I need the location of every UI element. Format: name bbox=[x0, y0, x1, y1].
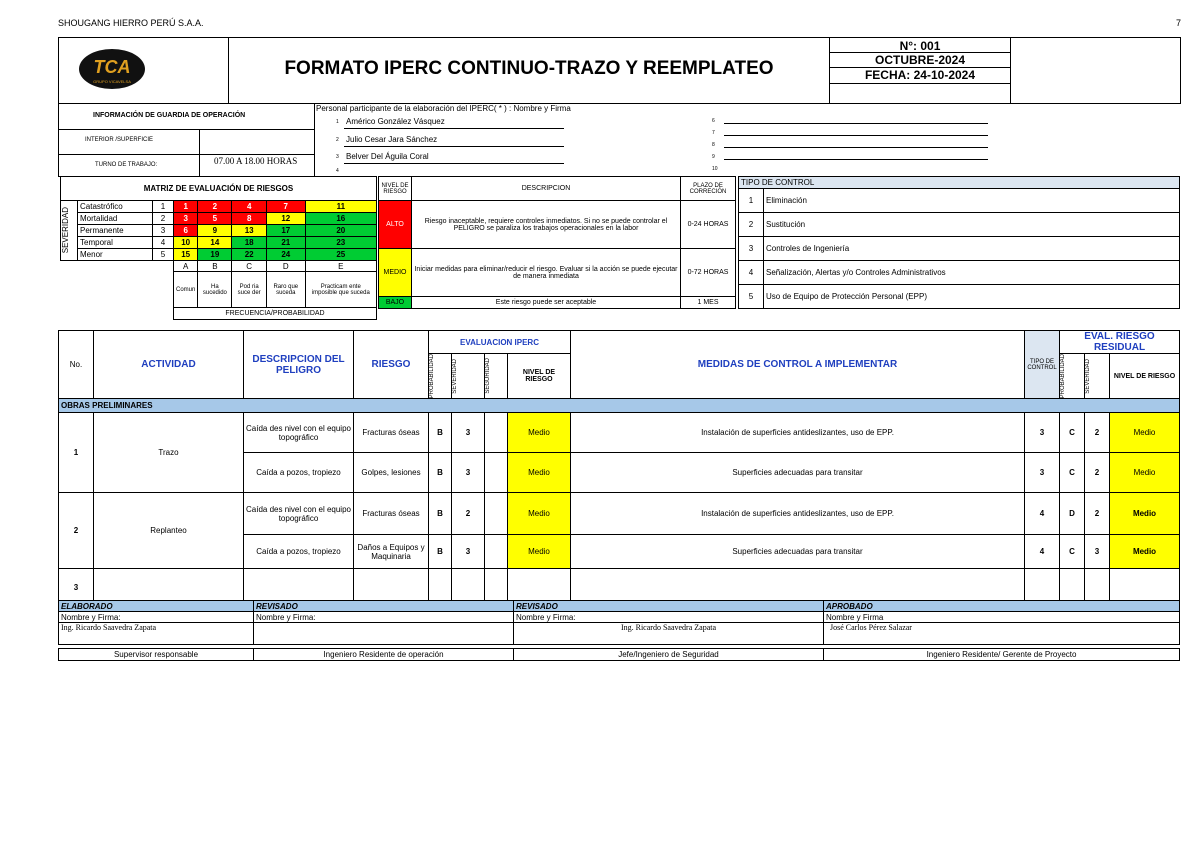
turno-value[interactable]: 07.00 A 18.00 HORAS bbox=[214, 156, 298, 166]
matrix-cell: 14 bbox=[198, 237, 232, 249]
matrix-cell: 18 bbox=[232, 237, 267, 249]
matrix-cell: 1 bbox=[174, 201, 198, 213]
freq-label: FRECUENCIA/PROBABILIDAD bbox=[174, 308, 377, 320]
matrix-cell: 6 bbox=[174, 225, 198, 237]
matrix-cell: 4 bbox=[232, 201, 267, 213]
matrix-cell: 17 bbox=[266, 225, 305, 237]
risk-matrix: MATRIZ DE EVALUACIÓN DE RIESGOS SEVERIDAD Catastrófico 1 1 2 4 7 11 Mortalidad 2 3 5 8 12 16 Permanente 3 6 9 13 17 20 Temporal 4 10 14 18 21 23 Menor 5 15 19 22 24 25 A B C D E Comun Ha sucedido Pod ria suce der Raro que suceda Practicam ente imposible que suceda FRECUENCIA/PROBABILIDAD bbox=[60, 176, 377, 320]
matrix-cell: 10 bbox=[174, 237, 198, 249]
page-number: 7 bbox=[1176, 18, 1182, 28]
matrix-cell: 21 bbox=[266, 237, 305, 249]
section-obras-preliminares: OBRAS PRELIMINARES bbox=[59, 399, 1180, 413]
title-block bbox=[58, 37, 1181, 104]
guard-info bbox=[58, 103, 315, 177]
page-title: FORMATO IPERC CONTINUO-TRAZO Y REEMPLATEO bbox=[284, 58, 774, 79]
signature-revisado-1[interactable] bbox=[254, 623, 514, 645]
guard-info-label: INFORMACIÓN DE GUARDIA DE OPERACIÓN bbox=[93, 112, 246, 119]
matrix-cell: 15 bbox=[174, 249, 198, 261]
signature-elaborado[interactable]: Ing. Ricardo Saavedra Zapata bbox=[59, 623, 254, 645]
participants-title: Personal participante de la elaboración del IPERC( * ) : Nombre y Firma bbox=[316, 104, 571, 113]
table-row: Caída a pozos, tropiezo Golpes, lesiones B 3 Medio Superficies adecuadas para transitar 3 C 2 Medio bbox=[59, 453, 1180, 493]
doc-number: N°: 001 bbox=[899, 39, 941, 53]
control-types: TIPO DE CONTROL 1 Eliminación 2 Sustitución 3 Controles de Ingeniería 4 Señalización, Alertas y/o Controles Administrativos 5 Uso de Equipo de Protección Personal (EPP) bbox=[738, 176, 1180, 309]
table-row: Caída a pozos, tropiezo Daños a Equipos y Maquinaria B 3 Medio Superficies adecuadas para transitar 4 C 3 Medio bbox=[59, 535, 1180, 569]
interior-label: INTERIOR /SUPERFICIE bbox=[85, 137, 154, 143]
level-medio: MEDIO bbox=[379, 249, 412, 297]
participants-right: 6 7 8 9 10 bbox=[712, 118, 992, 176]
matrix-cell: 13 bbox=[232, 225, 267, 237]
matrix-cell: 8 bbox=[232, 213, 267, 225]
level-alto: ALTO bbox=[379, 201, 412, 249]
iperc-table: No. ACTIVIDAD DESCRIPCION DEL PELIGRO RIESGO EVALUACION IPERC MEDIDAS DE CONTROL A IMPLEMENTAR TIPO DE CONTROL EVAL. RIESGO RESIDUAL PROBABILIDAD SEVERIDAD SEGURIDAD NIVEL DE RIESGO PROBABILIDAD SEVERIDAD NIVEL DE RIESGO OBRAS PRELIMINARES 1 Trazo Caída des nivel con el equipo topográfico Fracturas óseas B 3 Medio Instalación de superficies antideslizantes, uso de EPP. 3 C 2 Medio Caída a pozos, tropiezo Golpes, lesiones B 3 Medio Superficies adecuadas para transitar 3 C 2 Medio 2 Replanteo Caída des nivel con el equipo topográfico Fracturas óseas B 2 Medio Instalación de superficies antideslizantes, uso de EPP. 4 D 2 Medio Caída a pozos, tropiezo Daños a Equipos y Maquinaria B 3 Medio Superficies adecuadas para transitar 4 C 3 Medio 3 bbox=[58, 330, 1180, 607]
severity-label: SEVERIDAD bbox=[61, 201, 78, 261]
matrix-cell: 12 bbox=[266, 213, 305, 225]
matrix-cell: 11 bbox=[305, 201, 376, 213]
matrix-cell: 20 bbox=[305, 225, 376, 237]
matrix-cell: 22 bbox=[232, 249, 267, 261]
matrix-cell: 7 bbox=[266, 201, 305, 213]
matrix-cell: 5 bbox=[198, 213, 232, 225]
logo-cell bbox=[59, 38, 229, 103]
signature-revisado-2[interactable]: Ing. Ricardo Saavedra Zapata bbox=[514, 623, 824, 645]
participant-name[interactable]: Américo González Vásquez bbox=[346, 117, 445, 126]
doc-date: FECHA: 24-10-2024 bbox=[830, 68, 1010, 84]
signatures: ELABORADO REVISADO REVISADO APROBADO Nombre y Firma: Nombre y Firma: Nombre y Firma: Nombre y Firma Ing. Ricardo Saavedra Zapata Ing. Ricardo Saavedra Zapata José Carlos Pérez Salazar Supervisor responsable Ingeniero Residente de operación Jefe/Ingeniero de Seguridad Ingeniero Residente/ Gerente de Proyecto bbox=[58, 600, 1180, 661]
matrix-title: MATRIZ DE EVALUACIÓN DE RIESGOS bbox=[61, 177, 377, 201]
company-logo: TCA GRUPO VICAVELSA bbox=[79, 49, 145, 89]
matrix-cell: 16 bbox=[305, 213, 376, 225]
doc-month: OCTUBRE-2024 bbox=[830, 52, 1010, 68]
participants-list: 1 Américo González Vásquez 2 Julio Cesar Jara Sánchez 3 Belver Del Águila Coral 4 bbox=[336, 119, 566, 177]
level-bajo: BAJO bbox=[379, 297, 412, 309]
table-row: 1 Trazo Caída des nivel con el equipo topográfico Fracturas óseas B 3 Medio Instalación de superficies antideslizantes, uso de EPP. 3 C 2 Medio bbox=[59, 413, 1180, 453]
turno-label: TURNO DE TRABAJO: bbox=[95, 162, 158, 168]
participant-name[interactable]: Julio Cesar Jara Sánchez bbox=[346, 135, 438, 144]
table-row: 2 Replanteo Caída des nivel con el equipo topográfico Fracturas óseas B 2 Medio Instalación de superficies antideslizantes, uso de EPP. 4 D 2 Medio bbox=[59, 493, 1180, 535]
risk-levels: NIVEL DE RIESGO DESCRIPCION PLAZO DE CORRECIÓN ALTO Riesgo inaceptable, requiere controles inmediatos. Si no se puede controlar el PELIGRO se paraliza los trabajos operacionales en la labor 0-24 HORAS MEDIO Iniciar medidas para eliminar/reducir el riesgo. Evaluar si la acción se puede ejecutar de manera inmediata 0-72 HORAS BAJO Este riesgo puede ser aceptable 1 MES bbox=[378, 176, 736, 309]
matrix-cell: 23 bbox=[305, 237, 376, 249]
company-name: SHOUGANG HIERRO PERÚ S.A.A. bbox=[58, 18, 204, 28]
participant-name[interactable]: Belver Del Águila Coral bbox=[346, 152, 429, 161]
matrix-cell: 25 bbox=[305, 249, 376, 261]
matrix-cell: 24 bbox=[266, 249, 305, 261]
matrix-cell: 19 bbox=[198, 249, 232, 261]
table-row: 3 bbox=[59, 569, 1180, 607]
signature-aprobado[interactable]: José Carlos Pérez Salazar bbox=[824, 623, 1180, 645]
matrix-cell: 3 bbox=[174, 213, 198, 225]
control-types-title: TIPO DE CONTROL bbox=[739, 177, 1180, 189]
matrix-cell: 9 bbox=[198, 225, 232, 237]
matrix-cell: 2 bbox=[198, 201, 232, 213]
doc-info bbox=[829, 38, 1011, 103]
